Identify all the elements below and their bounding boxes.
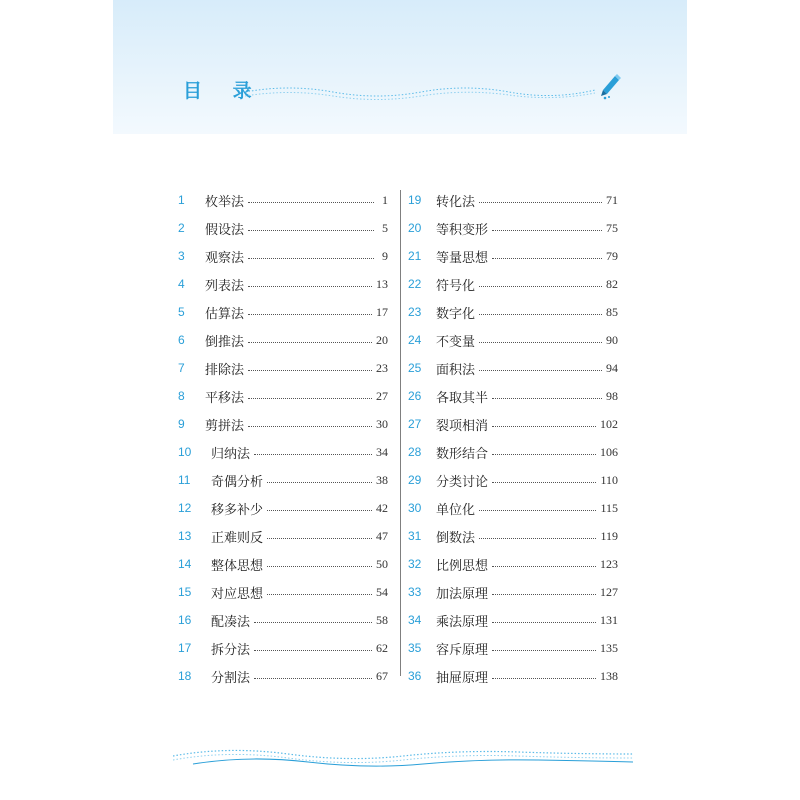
entry-page: 62 xyxy=(376,640,388,655)
toc-entry[interactable] xyxy=(178,354,388,382)
entry-title: 分割法 xyxy=(211,670,251,686)
toc-entry[interactable] xyxy=(408,606,618,634)
leader-dots xyxy=(248,286,372,287)
entry-number: 30 xyxy=(408,501,422,515)
toc-entry[interactable] xyxy=(408,410,618,438)
leader-dots xyxy=(492,230,602,231)
entry-number: 17 xyxy=(178,641,192,655)
entry-page: 115 xyxy=(600,500,618,515)
entry-title: 等量思想 xyxy=(436,250,489,266)
entry-number: 21 xyxy=(408,249,422,263)
entry-title: 数字化 xyxy=(436,306,476,322)
entry-number: 9 xyxy=(178,417,185,431)
entry-page: 106 xyxy=(600,444,618,459)
entry-number: 14 xyxy=(178,557,192,571)
entry-number: 8 xyxy=(178,389,185,403)
entry-page: 79 xyxy=(606,248,618,263)
toc-entry[interactable] xyxy=(408,382,618,410)
entry-page: 71 xyxy=(606,192,618,207)
leader-dots xyxy=(248,426,372,427)
toc-entry[interactable] xyxy=(408,242,618,270)
entry-number: 34 xyxy=(408,613,422,627)
leader-dots xyxy=(254,678,372,679)
entry-title: 观察法 xyxy=(205,250,245,266)
leader-dots xyxy=(248,258,374,259)
entry-title: 移多补少 xyxy=(211,502,264,518)
entry-title: 各取其半 xyxy=(436,390,489,406)
entry-number: 31 xyxy=(408,529,422,543)
entry-page: 75 xyxy=(606,220,618,235)
entry-number: 20 xyxy=(408,221,422,235)
entry-title: 拆分法 xyxy=(211,642,251,658)
entry-page: 20 xyxy=(376,332,388,347)
toc-entry[interactable] xyxy=(408,634,618,662)
entry-title: 分类讨论 xyxy=(436,474,489,490)
leader-dots xyxy=(492,398,602,399)
entry-number: 2 xyxy=(178,221,185,235)
entry-page: 119 xyxy=(600,528,618,543)
entry-title: 奇偶分析 xyxy=(211,474,264,490)
entry-number: 10 xyxy=(178,445,192,459)
entry-title: 倒推法 xyxy=(205,334,245,350)
entry-page: 102 xyxy=(600,416,618,431)
footer-wave-decoration xyxy=(173,740,633,770)
entry-page: 90 xyxy=(606,332,618,347)
toc-entry[interactable] xyxy=(408,186,618,214)
toc-entry[interactable] xyxy=(178,466,388,494)
entry-title: 容斥原理 xyxy=(436,642,489,658)
entry-number: 23 xyxy=(408,305,422,319)
entry-number: 27 xyxy=(408,417,422,431)
toc-entry[interactable] xyxy=(178,578,388,606)
entry-number: 15 xyxy=(178,585,192,599)
entry-page: 123 xyxy=(600,556,618,571)
toc-entry[interactable] xyxy=(178,438,388,466)
leader-dots xyxy=(492,482,596,483)
toc-entry[interactable] xyxy=(178,410,388,438)
leader-dots xyxy=(492,622,596,623)
leader-dots xyxy=(492,650,596,651)
column-divider xyxy=(400,190,401,676)
entry-title: 面积法 xyxy=(436,362,476,378)
toc-column-left xyxy=(178,186,388,690)
entry-page: 47 xyxy=(376,528,388,543)
leader-dots xyxy=(248,202,374,203)
entry-title: 正难则反 xyxy=(211,530,264,546)
toc-entry[interactable] xyxy=(408,550,618,578)
entry-number: 24 xyxy=(408,333,422,347)
entry-title: 配凑法 xyxy=(211,614,251,630)
toc-entry[interactable] xyxy=(408,466,618,494)
entry-number: 26 xyxy=(408,389,422,403)
leader-dots xyxy=(492,454,596,455)
leader-dots xyxy=(479,370,602,371)
entry-title: 估算法 xyxy=(205,306,245,322)
entry-page: 138 xyxy=(600,668,618,683)
pen-icon xyxy=(597,72,623,102)
toc-entry[interactable] xyxy=(178,298,388,326)
entry-number: 5 xyxy=(178,305,185,319)
toc-entry[interactable] xyxy=(408,354,618,382)
entry-number: 22 xyxy=(408,277,422,291)
entry-title: 抽屉原理 xyxy=(436,670,489,686)
entry-page: 94 xyxy=(606,360,618,375)
leader-dots xyxy=(479,314,602,315)
entry-page: 98 xyxy=(606,388,618,403)
entry-page: 135 xyxy=(600,640,618,655)
entry-number: 35 xyxy=(408,641,422,655)
entry-page: 17 xyxy=(376,304,388,319)
entry-title: 列表法 xyxy=(205,278,245,294)
toc-entry[interactable] xyxy=(178,214,388,242)
leader-dots xyxy=(254,650,372,651)
entry-number: 11 xyxy=(178,473,191,487)
leader-dots xyxy=(492,426,596,427)
entry-page: 50 xyxy=(376,556,388,571)
entry-number: 7 xyxy=(178,361,185,375)
entry-page: 1 xyxy=(382,192,388,207)
leader-dots xyxy=(248,398,372,399)
leader-dots xyxy=(492,258,602,259)
entry-number: 16 xyxy=(178,613,192,627)
entry-page: 42 xyxy=(376,500,388,515)
leader-dots xyxy=(248,342,372,343)
entry-title: 归纳法 xyxy=(211,446,251,462)
entry-page: 30 xyxy=(376,416,388,431)
entry-number: 1 xyxy=(178,193,185,207)
entry-page: 9 xyxy=(382,248,388,263)
entry-title: 枚举法 xyxy=(205,194,245,210)
entry-title: 比例思想 xyxy=(436,558,489,574)
entry-page: 131 xyxy=(600,612,618,627)
leader-dots xyxy=(267,566,372,567)
leader-dots xyxy=(254,622,372,623)
entry-number: 32 xyxy=(408,557,422,571)
entry-title: 倒数法 xyxy=(436,530,476,546)
entry-title: 转化法 xyxy=(436,194,476,210)
entry-title: 不变量 xyxy=(436,334,476,350)
toc-entry[interactable] xyxy=(408,438,618,466)
toc-entry[interactable] xyxy=(178,634,388,662)
leader-dots xyxy=(254,454,372,455)
entry-page: 54 xyxy=(376,584,388,599)
toc-entry[interactable] xyxy=(178,382,388,410)
toc-entry[interactable] xyxy=(408,326,618,354)
entry-title: 对应思想 xyxy=(211,586,264,602)
entry-number: 13 xyxy=(178,529,192,543)
toc-entry[interactable] xyxy=(178,186,388,214)
entry-title: 符号化 xyxy=(436,278,476,294)
entry-title: 乘法原理 xyxy=(436,614,489,630)
entry-title: 平移法 xyxy=(205,390,245,406)
leader-dots xyxy=(248,314,372,315)
toc-entry[interactable] xyxy=(408,270,618,298)
leader-dots xyxy=(479,510,596,511)
entry-title: 加法原理 xyxy=(436,586,489,602)
leader-dots xyxy=(248,230,374,231)
leader-dots xyxy=(492,566,596,567)
entry-title: 排除法 xyxy=(205,362,245,378)
leader-dots xyxy=(479,202,602,203)
entry-title: 裂项相消 xyxy=(436,418,489,434)
entry-page: 110 xyxy=(600,472,618,487)
entry-number: 19 xyxy=(408,193,422,207)
entry-title: 剪拼法 xyxy=(205,418,245,434)
leader-dots xyxy=(267,594,372,595)
leader-dots xyxy=(248,370,372,371)
entry-number: 36 xyxy=(408,669,422,683)
toc-entry[interactable] xyxy=(178,242,388,270)
toc-entry[interactable] xyxy=(178,522,388,550)
toc-entry[interactable] xyxy=(178,270,388,298)
toc-entry[interactable] xyxy=(178,326,388,354)
entry-number: 28 xyxy=(408,445,422,459)
entry-page: 13 xyxy=(376,276,388,291)
toc-entry[interactable] xyxy=(178,606,388,634)
entry-page: 5 xyxy=(382,220,388,235)
header-banner xyxy=(113,0,687,134)
leader-dots xyxy=(479,342,602,343)
entry-page: 34 xyxy=(376,444,388,459)
entry-number: 3 xyxy=(178,249,185,263)
entry-title: 单位化 xyxy=(436,502,476,518)
entry-number: 29 xyxy=(408,473,422,487)
toc-entry[interactable] xyxy=(178,494,388,522)
toc-entry[interactable] xyxy=(408,578,618,606)
leader-dots xyxy=(267,482,372,483)
entry-page: 58 xyxy=(376,612,388,627)
toc-entry[interactable] xyxy=(178,662,388,690)
entry-number: 33 xyxy=(408,585,422,599)
entry-page: 23 xyxy=(376,360,388,375)
leader-dots xyxy=(492,678,596,679)
toc-entry[interactable] xyxy=(408,214,618,242)
toc-column-right xyxy=(408,186,618,690)
entry-page: 127 xyxy=(600,584,618,599)
toc-entry[interactable] xyxy=(408,298,618,326)
leader-dots xyxy=(267,538,372,539)
toc-entry[interactable] xyxy=(408,522,618,550)
entry-title: 假设法 xyxy=(205,222,245,238)
title-wave-decoration xyxy=(245,80,595,104)
leader-dots xyxy=(479,538,596,539)
entry-page: 85 xyxy=(606,304,618,319)
entry-title: 等积变形 xyxy=(436,222,489,238)
entry-title: 整体思想 xyxy=(211,558,264,574)
entry-title: 数形结合 xyxy=(436,446,489,462)
page-title: 目 录 xyxy=(183,80,264,102)
entry-page: 82 xyxy=(606,276,618,291)
entry-number: 6 xyxy=(178,333,185,347)
toc-entry[interactable] xyxy=(178,550,388,578)
leader-dots xyxy=(267,510,372,511)
entry-page: 38 xyxy=(376,472,388,487)
leader-dots xyxy=(492,594,596,595)
entry-number: 12 xyxy=(178,501,192,515)
leader-dots xyxy=(479,286,602,287)
entry-number: 4 xyxy=(178,277,185,291)
entry-page: 27 xyxy=(376,388,388,403)
entry-number: 18 xyxy=(178,669,192,683)
toc-entry[interactable] xyxy=(408,494,618,522)
document-page xyxy=(113,0,687,800)
entry-page: 67 xyxy=(376,668,388,683)
toc-entry[interactable] xyxy=(408,662,618,690)
entry-number: 25 xyxy=(408,361,422,375)
